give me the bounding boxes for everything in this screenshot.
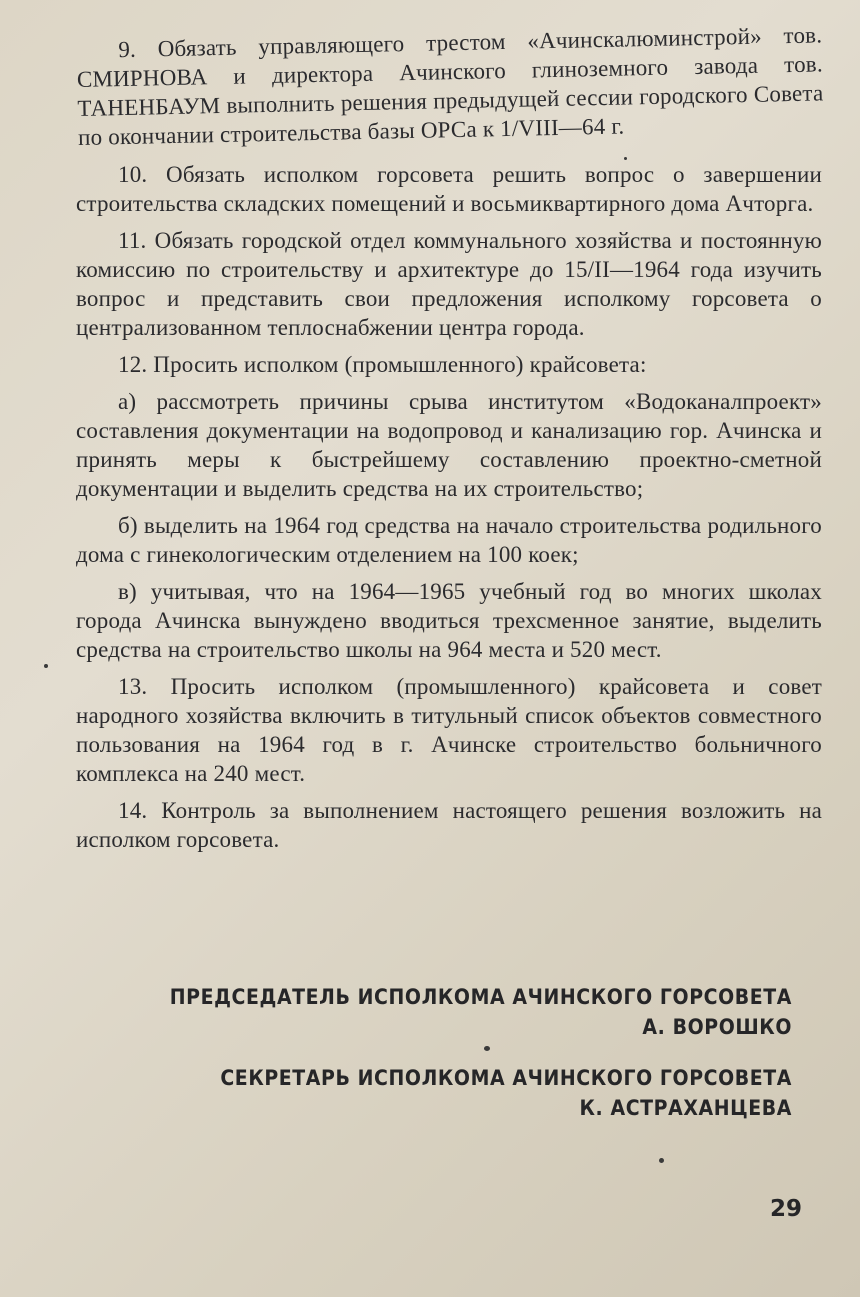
chairman-name: А. ВОРОШКО [642, 1015, 792, 1039]
paragraph-item-10: 10. Обязать исполком горсовета решить вопрос о завершении строительства складских помещений и восьмиквартирного дома Ачторга. [76, 162, 822, 216]
paragraph-item-12a: а) рассмотреть причины срыва институтом «Водоканалпроект» составления документации на водопровод и канализацию гор. Ачинска и принять меры к быстрейшему составлению проектно-сметной документации и выделить средства на их строительство; [76, 389, 822, 501]
paragraph-item-14: 14. Контроль за выполнением настоящего решения возложить на исполком горсовета. [76, 798, 822, 852]
print-speck [484, 1046, 490, 1051]
print-speck [659, 1158, 664, 1163]
paragraph-item-13: 13. Просить исполком (промышленного) крайсовета и совет народного хозяйства включить в титульный список объектов совместного пользования на 1964 год в г. Ачинске строительство больничного комплекса на 240 мест. [76, 674, 822, 786]
paragraph-item-12: 12. Просить исполком (промышленного) крайсовета: [118, 352, 647, 377]
paragraph-item-9: 9. Обязать управляющего трестом «Ачинскалюминстрой» тов. СМИРНОВА и директора Ачинского глиноземного завода тов. ТАНЕНБАУМ выполнить решения предыдущей сессии городского Совета по окончании строительства базы ОРСа к 1/VIII—64 г. [76, 22, 824, 150]
print-speck [44, 664, 48, 668]
paragraph-item-11: 11. Обязать городской отдел коммунального хозяйства и постоянную комиссию по строительству и архитектуре до 15/II—1964 года изучить вопрос и представить свои предложения исполкому горсовета о централизованном теплоснабжении центра города. [76, 228, 822, 340]
print-speck [624, 157, 627, 160]
page-number: 29 [770, 1196, 803, 1222]
secretary-title: СЕКРЕТАРЬ ИСПОЛКОМА АЧИНСКОГО ГОРСОВЕТА [220, 1066, 792, 1090]
decision-text [76, 22, 824, 862]
chairman-signature-block [170, 982, 792, 1042]
secretary-signature-block [220, 1063, 792, 1123]
paragraph-item-12v: в) учитывая, что на 1964—1965 учебный год во многих школах города Ачинска вынуждено вводиться трехсменное занятие, выделить средства на строительство школы на 964 места и 520 мест. [76, 579, 822, 662]
paragraph-item-12b: б) выделить на 1964 год средства на начало строительства родильного дома с гинекологическим отделением на 100 коек; [76, 513, 822, 567]
secretary-name: К. АСТРАХАНЦЕВА [579, 1096, 792, 1120]
chairman-title: ПРЕДСЕДАТЕЛЬ ИСПОЛКОМА АЧИНСКОГО ГОРСОВЕТА [169, 985, 792, 1009]
